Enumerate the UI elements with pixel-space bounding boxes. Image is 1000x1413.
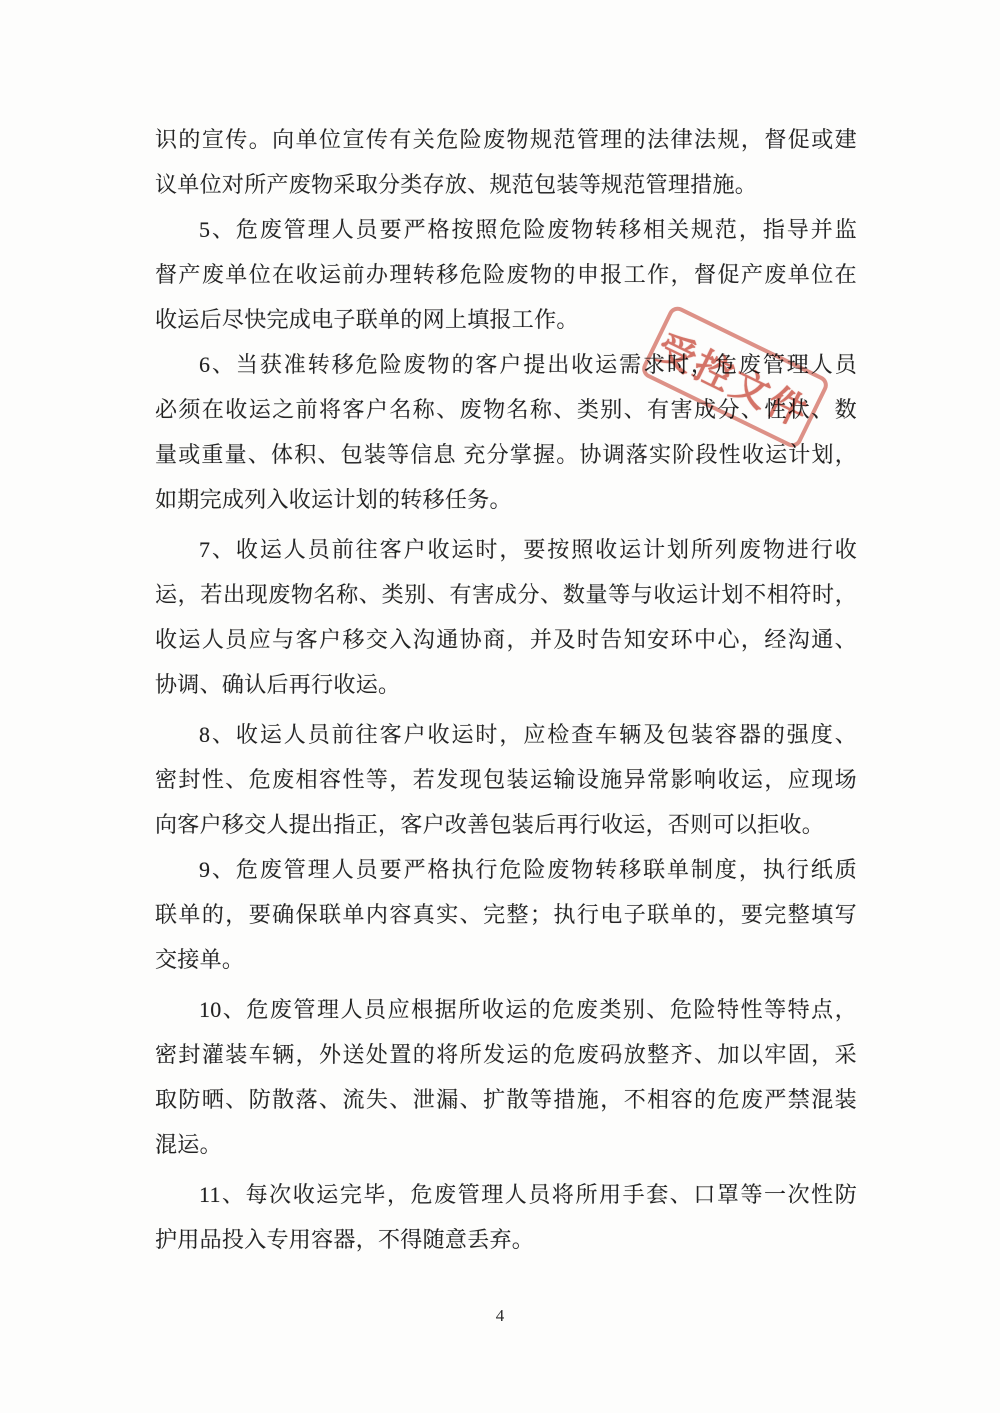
text-line: 督产废单位在收运前办理转移危险废物的申报工作，督促产废单位在 — [155, 262, 857, 287]
text-line: 密封灌装车辆，外送处置的将所发运的危废码放整齐、加以牢固，采 — [155, 1042, 857, 1067]
text-line: 识的宣传。向单位宣传有关危险废物规范管理的法律法规，督促或建 — [155, 127, 857, 152]
paragraph-item-7 — [155, 527, 857, 707]
paragraph-item-8 — [155, 712, 857, 847]
text-line: 必须在收运之前将客户名称、废物名称、类别、有害成分、性状、数 — [155, 397, 857, 422]
text-line: 交接单。 — [155, 947, 245, 972]
paragraph-item-5 — [155, 207, 857, 342]
text-line: 收运后尽快完成电子联单的网上填报工作。 — [155, 307, 579, 332]
text-line: 8、收运人员前往客户收运时，应检查车辆及包装容器的强度、 — [199, 722, 857, 747]
text-line: 10、危废管理人员应根据所收运的危废类别、危险特性等特点， — [199, 997, 857, 1022]
paragraph-continuation — [155, 117, 857, 207]
text-line: 密封性、危废相容性等，若发现包装运输设施异常影响收运，应现场 — [155, 767, 857, 792]
text-line: 取防晒、防散落、流失、泄漏、扩散等措施，不相容的危废严禁混装 — [155, 1087, 857, 1112]
text-line: 护用品投入专用容器，不得随意丢弃。 — [155, 1227, 535, 1252]
text-line: 向客户移交人提出指正，客户改善包装后再行收运，否则可以拒收。 — [155, 812, 825, 837]
text-line: 如期完成列入收运计划的转移任务。 — [155, 487, 512, 512]
text-line: 收运人员应与客户移交入沟通协商，并及时告知安环中心，经沟通、 — [155, 627, 857, 652]
paragraph-item-11 — [155, 1172, 857, 1262]
text-line: 7、收运人员前往客户收运时，要按照收运计划所列废物进行收 — [199, 537, 857, 562]
text-line: 运，若出现废物名称、类别、有害成分、数量等与收运计划不相符时， — [155, 582, 857, 607]
text-line: 联单的，要确保联单内容真实、完整；执行电子联单的，要完整填写 — [155, 902, 857, 927]
stamp-text: 受控文件 — [650, 326, 816, 436]
text-line: 混运。 — [155, 1132, 222, 1157]
text-line: 量或重量、体积、包装等信息 充分掌握。协调落实阶段性收运计划， — [155, 442, 857, 467]
text-line: 5、危废管理人员要严格按照危险废物转移相关规范，指导并监 — [199, 217, 857, 242]
paragraph-item-10 — [155, 987, 857, 1167]
document-body — [155, 117, 857, 1262]
text-line: 9、危废管理人员要严格执行危险废物转移联单制度，执行纸质 — [199, 857, 857, 882]
text-line: 11、每次收运完毕，危废管理人员将所用手套、口罩等一次性防 — [199, 1182, 857, 1207]
paragraph-item-9 — [155, 847, 857, 982]
page-number: 4 — [495, 1306, 505, 1325]
text-line: 议单位对所产废物采取分类存放、规范包装等规范管理措施。 — [155, 172, 758, 197]
text-line: 协调、确认后再行收运。 — [155, 672, 401, 697]
text-line: 6、当获准转移危险废物的客户提出收运需求时，危废管理人员 — [199, 352, 857, 377]
